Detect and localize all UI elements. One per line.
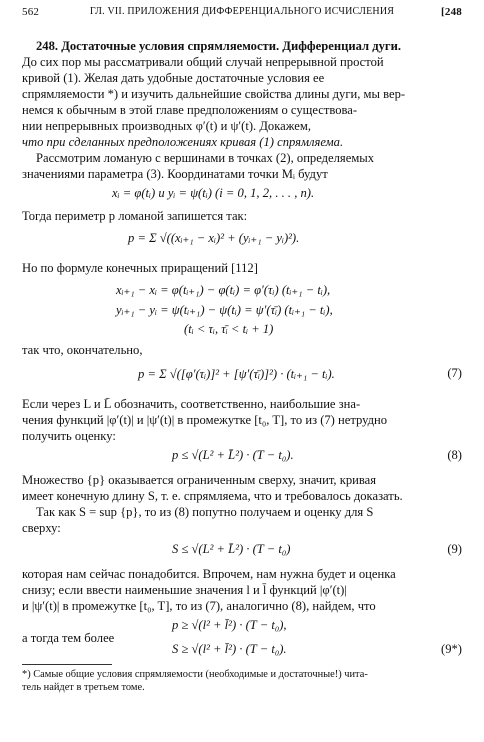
formula-tau-bounds: (tᵢ < τᵢ, τ̄ᵢ < tᵢ + 1) — [184, 322, 274, 336]
text-line: имеет конечную длину S, т. е. спрямляема, что и требовалось доказать. — [22, 489, 403, 503]
text-line: Множество {p} оказывается ограниченным сверху, значит, кривая — [22, 473, 377, 487]
text-line: немся к обычным в этой главе предположениям о существова- — [22, 103, 358, 117]
formula-coordinates: xᵢ = φ(tᵢ) и yᵢ = ψ(tᵢ) (i = 0, 1, 2, . . . , n). — [112, 186, 315, 200]
text-line: и |ψ′(t)| в промежутке [t₀, T], то из (7), аналогично (8), найдем, что — [22, 599, 376, 613]
formula-increment-x: xᵢ₊₁ − xᵢ = φ(tᵢ₊₁) − φ(tᵢ) = φ′(τᵢ) (tᵢ₊₁ − tᵢ), — [116, 283, 331, 297]
text-line: что при сделанных предположениях кривая (1) спрямляема. — [22, 135, 344, 149]
text-line: Рассмотрим ломаную с вершинами в точках (2), определяемых — [36, 151, 375, 165]
text-line: чения функций |φ′(t)| и |ψ′(t)| в промежутке [t₀, T], то из (7) нетрудно — [22, 413, 388, 427]
section-heading: 248. Достаточные условия спрямляемости. Дифференциал дуги. — [36, 39, 401, 53]
footnote-line: тель найдет в третьем томе. — [22, 682, 145, 693]
text-line: нии непрерывных производных φ′(t) и ψ′(t). Докажем, — [22, 119, 311, 133]
footnote-rule — [22, 664, 112, 665]
equation-number: (9) — [447, 542, 462, 556]
page-number: 562 — [22, 6, 40, 18]
equation-number: (9*) — [441, 642, 462, 656]
equation-number: (8) — [447, 448, 462, 462]
text-line: так что, окончательно, — [22, 343, 143, 357]
formula-7: p = Σ √([φ′(τᵢ)]² + [ψ′(τ̄ᵢ)]²) · (tᵢ₊₁ − tᵢ). — [138, 367, 335, 381]
text-line: получить оценку: — [22, 429, 116, 443]
section-number: [248 — [441, 6, 462, 18]
formula-8: p ≤ √(L² + L̄²) · (T − t₀). — [172, 448, 294, 462]
formula-perimeter: p = Σ √((xᵢ₊₁ − xᵢ)² + (yᵢ₊₁ − yᵢ)²). — [128, 231, 300, 245]
formula-9: S ≤ √(L² + L̄²) · (T − t₀) — [172, 542, 291, 556]
formula-9-star: S ≥ √(l² + l̄²) · (T − t₀). — [172, 642, 287, 656]
text-line: До сих пор мы рассматривали общий случай непрерывной простой — [22, 55, 384, 69]
text-line: спрямляемости *) и изучить дальнейшие свойства длины дуги, мы вер- — [22, 87, 406, 101]
text-line: которая нам сейчас понадобится. Впрочем, нам нужна будет и оценка — [22, 567, 396, 581]
chapter-title: ГЛ. VII. ПРИЛОЖЕНИЯ ДИФФЕРЕНЦИАЛЬНОГО ИСЧИСЛЕНИЯ — [89, 6, 395, 17]
text-line: кривой (1). Желая дать удобные достаточные условия ее — [22, 71, 325, 85]
text-line: а тогда тем более — [22, 631, 115, 645]
formula-increment-y: yᵢ₊₁ − yᵢ = ψ(tᵢ₊₁) − ψ(tᵢ) = ψ′(τ̄ᵢ) (tᵢ₊₁ − tᵢ), — [116, 303, 333, 317]
text-line: Но по формуле конечных приращений [112] — [22, 261, 258, 275]
text-line: Тогда периметр p ломаной запишется так: — [22, 209, 248, 223]
text-line: Так как S = sup {p}, то из (8) попутно получаем и оценку для S — [36, 505, 374, 519]
text-line: Если через L и L̄ обозначить, соответственно, наибольшие зна- — [22, 397, 361, 411]
text-line: сверху: — [22, 521, 61, 535]
footnote-line: *) Самые общие условия спрямляемости (необходимые и достаточные!) чита- — [22, 669, 368, 680]
text-line: значениями параметра (3). Координатами точки Mᵢ будут — [22, 167, 328, 181]
equation-number: (7) — [447, 366, 462, 380]
formula-lower-bound-p: p ≥ √(l² + l̄²) · (T − t₀), — [172, 618, 287, 632]
text-line: снизу; если ввести наименьшие значения l и l̄ функций |φ′(t)| — [22, 583, 347, 597]
running-header — [22, 6, 462, 22]
